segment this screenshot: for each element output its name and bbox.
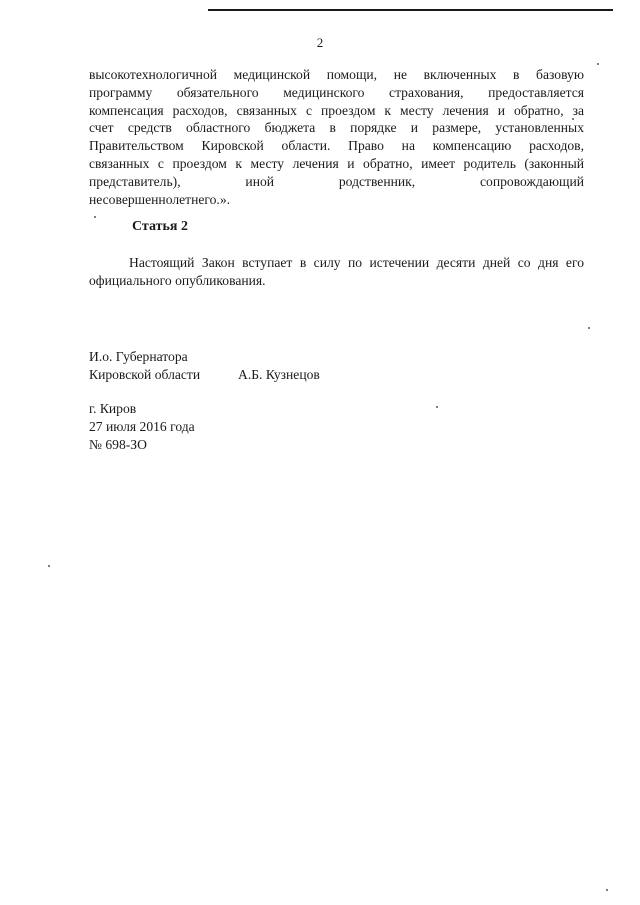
scan-speck <box>588 327 590 329</box>
paragraph-line: представитель), иной родственник, сопровождающий <box>89 173 584 189</box>
scan-speck <box>436 406 438 408</box>
paragraph-line: Правительством Кировской области. Право на компенсацию расходов, <box>89 138 584 154</box>
signatory-title-line: Кировской области <box>89 366 201 382</box>
scan-speck <box>597 63 599 65</box>
paragraph-line: несовершеннолетнего.». <box>89 191 231 207</box>
scan-speck <box>94 216 96 218</box>
article-heading: Статья 2 <box>132 219 188 234</box>
scan-speck <box>572 118 574 120</box>
header-rule <box>208 9 613 11</box>
scan-speck <box>606 889 608 891</box>
paragraph-line: связанных с проездом к месту лечения и обратно, имеет родитель (законный <box>89 155 584 171</box>
law-number: № 698-ЗО <box>89 436 147 452</box>
scan-speck <box>48 565 50 567</box>
paragraph-line: компенсация расходов, связанных с проездом к месту лечения и обратно, за <box>89 102 584 118</box>
article-paragraph: Настоящий Закон вступает в силу по истечении десяти дней со дня его официального опубликования. <box>89 255 584 288</box>
page-number: 2 <box>316 35 324 50</box>
city: г. Киров <box>89 401 137 416</box>
signatory-title-line: И.о. Губернатора <box>89 349 188 364</box>
paragraph-line: высокотехнологичной медицинской помощи, не включенных в базовую <box>89 67 584 82</box>
paragraph-line: счет средств областного бюджета в порядке и размере, установленных <box>89 120 584 136</box>
signatory-name: А.Б. Кузнецов <box>238 367 320 382</box>
paragraph-line: программу обязательного медицинского страхования, предоставляется <box>89 84 584 100</box>
paragraph-continuation <box>89 66 584 208</box>
place-date-block <box>89 400 195 453</box>
date: 27 июля 2016 года <box>89 418 195 434</box>
